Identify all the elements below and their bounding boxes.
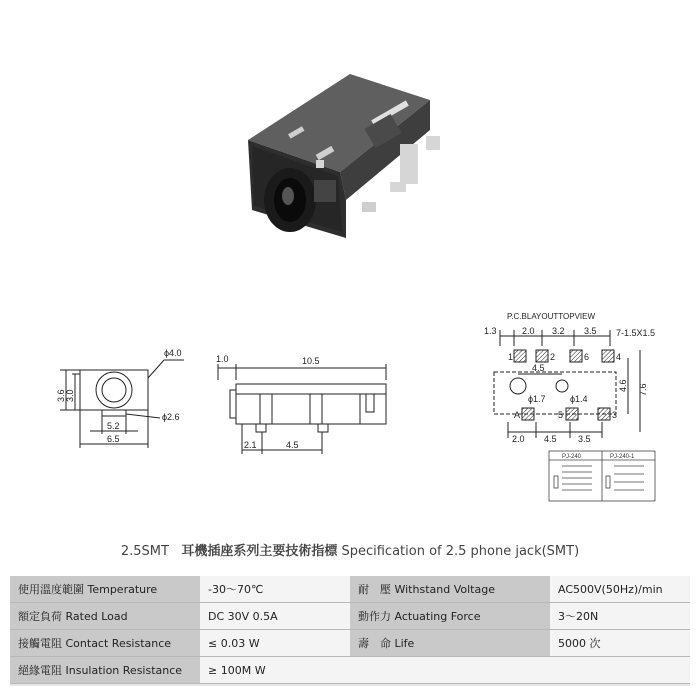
- spec-label: 絕緣電阻 Insulation Resistance: [10, 657, 200, 684]
- pcb-dim-3-5-bottom: 3.5: [578, 434, 591, 444]
- table-row: [10, 603, 690, 630]
- spec-value: 5000 次: [550, 630, 690, 657]
- spec-label: 壽 命 Life: [350, 630, 550, 657]
- pin-4: 4: [616, 352, 622, 362]
- dim-4-5: 4.5: [286, 440, 299, 450]
- side-view-drawing: [210, 350, 400, 460]
- table-row: [10, 657, 690, 684]
- spec-value: AC500V(50Hz)/min: [550, 576, 690, 603]
- pcb-dim-2-0-bottom: 2.0: [512, 434, 525, 444]
- pin-3: 3: [612, 410, 618, 420]
- pcb-dim-4-5-bottom: 4.5: [544, 434, 557, 444]
- dim-3-0: 3.0: [65, 389, 75, 402]
- dim-phi-2-6: ϕ2.6: [162, 412, 180, 422]
- spec-label: 接觸電阻 Contact Resistance: [10, 630, 200, 657]
- spec-label: 耐 壓 Withstand Voltage: [350, 576, 550, 603]
- spec-label: 額定負荷 Rated Load: [10, 603, 200, 630]
- front-view-drawing: [30, 340, 200, 460]
- dim-2-1: 2.1: [244, 440, 257, 450]
- pin-1: 1: [508, 352, 514, 362]
- pcb-dim-4-5-top: 4.5: [532, 363, 545, 373]
- product-photo: [230, 60, 460, 240]
- table-row: [10, 576, 690, 603]
- spec-value: ≥ 100M W: [200, 657, 330, 684]
- spec-value: 3～20N: [550, 603, 690, 630]
- dim-10-5: 10.5: [302, 356, 320, 366]
- spec-table: [10, 576, 690, 686]
- pin-6: 6: [584, 352, 590, 362]
- title-english: Specification of 2.5 phone jack(SMT): [341, 544, 580, 559]
- schematic-pj240: PJ-240: [562, 454, 582, 460]
- spec-label: 使用溫度範圍 Temperature: [10, 576, 200, 603]
- spec-value: -30～70℃: [200, 576, 330, 603]
- schematic-pj240-1: PJ-240-1: [610, 454, 635, 460]
- pcb-dim-4-6: 4.6: [618, 379, 628, 392]
- spec-value: [550, 657, 690, 684]
- pcb-dim-phi-1-7: ϕ1.7: [528, 394, 546, 404]
- pcb-layout-title: P.C.BLAYOUTTOPVIEW: [507, 312, 596, 321]
- pin-a: A: [514, 410, 521, 420]
- table-row: [10, 630, 690, 657]
- pcb-dim-2-0: 2.0: [522, 326, 535, 336]
- pcb-dim-1-3: 1.3: [484, 326, 497, 336]
- model-code: 2.5SMT: [120, 544, 169, 559]
- pcb-layout-drawing: [478, 322, 688, 446]
- dim-6-5: 6.5: [107, 434, 120, 444]
- schematic-diagrams: [548, 450, 656, 502]
- pcb-dim-phi-1-4: ϕ1.4: [570, 394, 588, 404]
- pcb-dim-3-5: 3.5: [584, 326, 597, 336]
- dim-1-0: 1.0: [216, 354, 229, 364]
- dim-3-6: 3.6: [56, 389, 66, 402]
- spec-value: DC 30V 0.5A: [200, 603, 330, 630]
- spec-label: [350, 657, 550, 684]
- title-chinese: 耳機插座系列主要技術指標: [181, 544, 338, 559]
- pin-5: 5: [558, 410, 564, 420]
- pin-2: 2: [550, 352, 556, 362]
- pcb-dim-7-pads: 7-1.5X1.5: [616, 328, 656, 338]
- pcb-dim-7-6: 7.6: [638, 383, 648, 396]
- pcb-dim-3-2: 3.2: [552, 326, 565, 336]
- dim-5-2: 5.2: [107, 421, 120, 431]
- dim-phi-4-0: ϕ4.0: [164, 348, 182, 358]
- spec-label: 動作力 Actuating Force: [350, 603, 550, 630]
- spec-title: [0, 540, 700, 559]
- spec-value: ≤ 0.03 W: [200, 630, 330, 657]
